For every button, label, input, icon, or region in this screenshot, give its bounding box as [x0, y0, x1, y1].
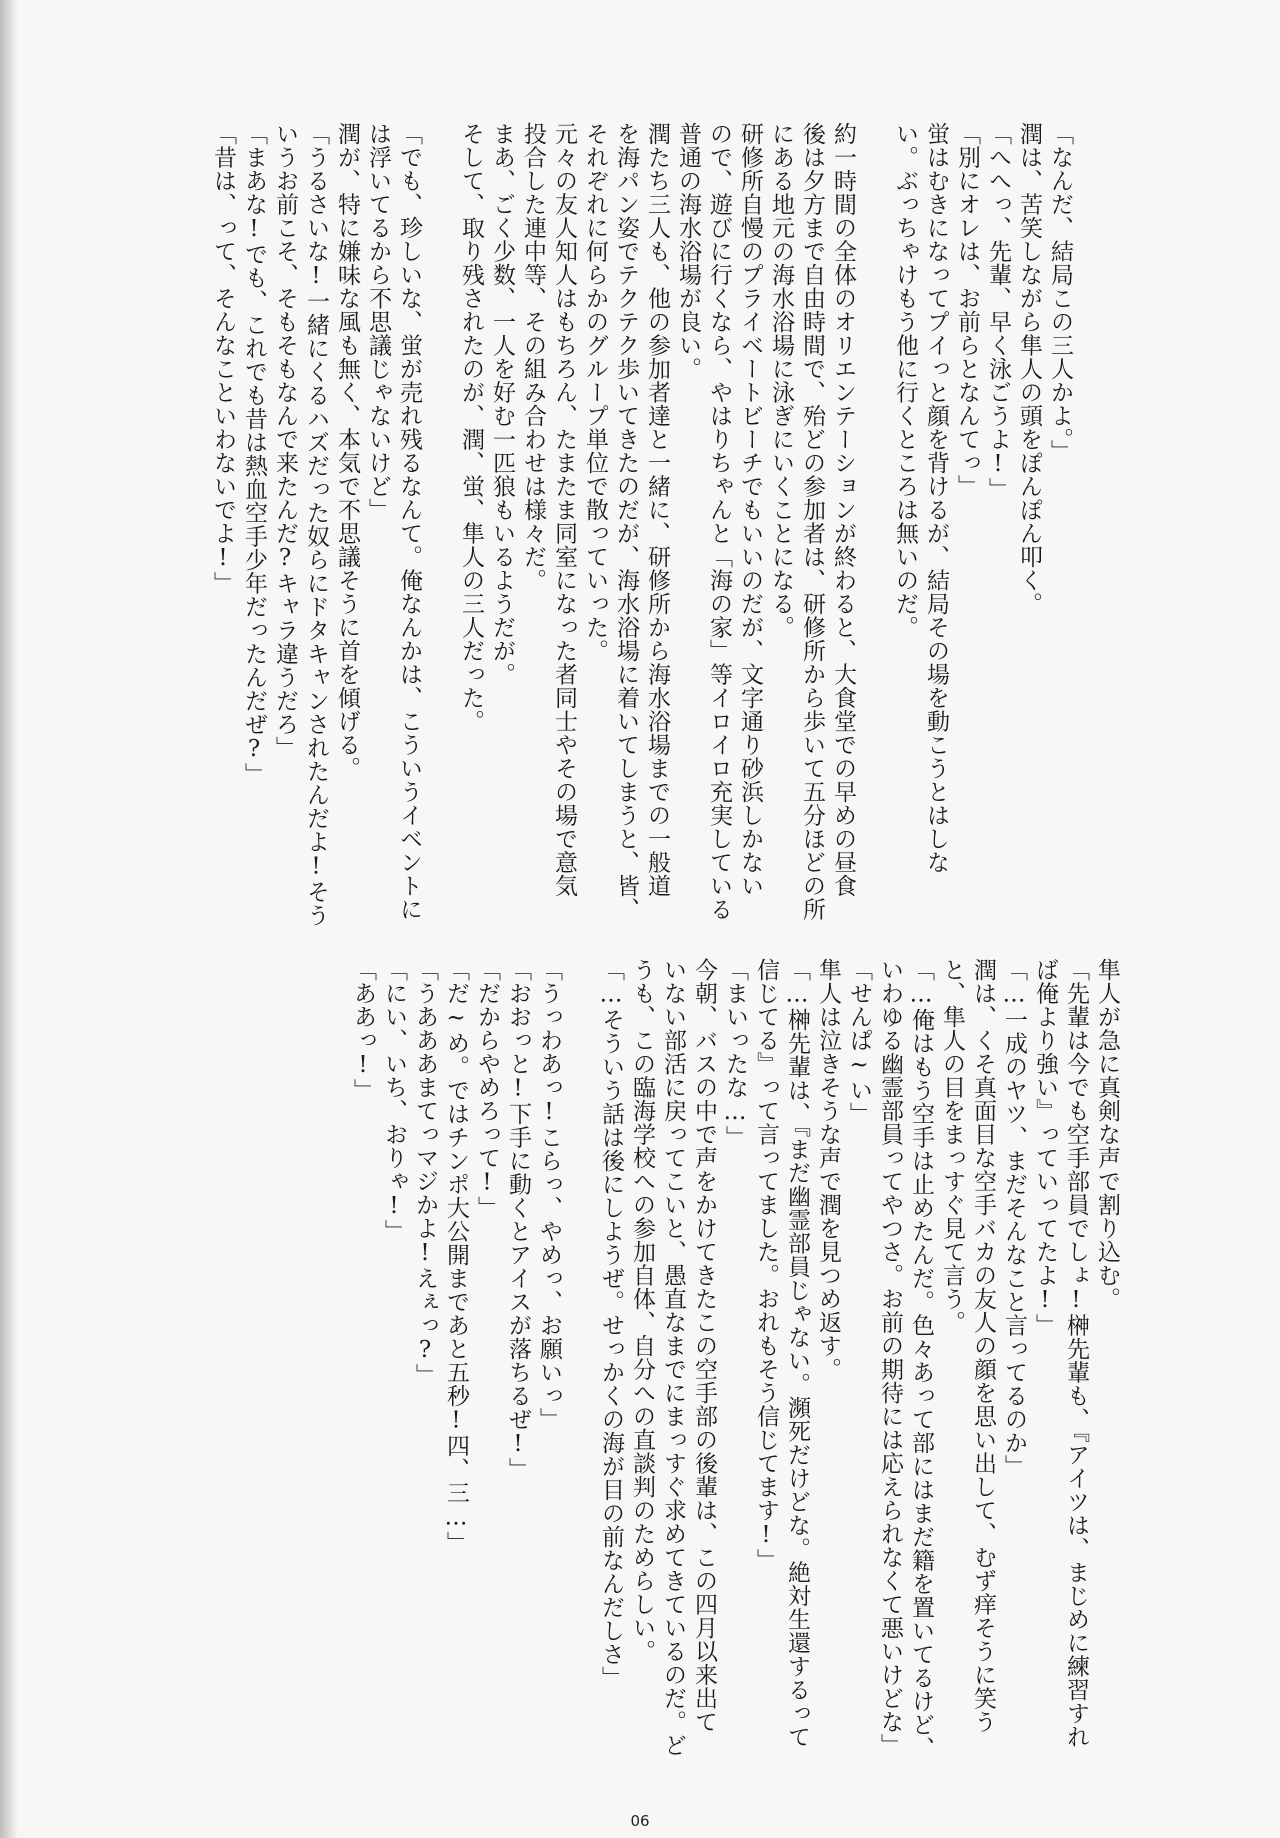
text-line: 「うるさいな!一緒にくるハズだった奴らにドタキャンされたんだよ!そう: [303, 122, 329, 927]
text-line: を海パン姿でテクテク歩いてきたのだが、海水浴場に着いてしまうと、皆、: [613, 122, 639, 921]
text-line: い。ぶっちゃけもう他に行くところは無いのだ。: [892, 122, 918, 639]
text-line: 「うっわあっ!こらっ、やめっ、お願いっ」: [536, 958, 562, 1431]
text-line: 後は夕方まで自由時間で、殆どの参加者は、研修所から歩いて五分ほどの所: [799, 122, 825, 921]
text-line: 信じてる』って言ってました。おれもそう信じてます!」: [753, 958, 779, 1572]
text-line: 「ああっ!」: [350, 958, 376, 1102]
text-line: 普通の海水浴場が良い。: [675, 122, 701, 381]
text-line: 元々の友人知人はもちろん、たまたま同室になった者同士やその場で意気: [551, 122, 577, 898]
text-line: 潤は、苦笑しながら隼人の頭をぽんぽん叩く。: [1016, 122, 1042, 616]
text-line: 「へへっ、先輩、早く泳ごうよ!」: [985, 122, 1011, 501]
text-line: 隼人は泣きそうな声で潤を見つめ返す。: [815, 958, 841, 1381]
text-line: 「でも、珍しいな、蛍が売れ残るなんて。俺なんかは、こういうイベントに: [396, 122, 422, 921]
text-line: 「…一成のヤツ、まだそんなこと言ってるのか」: [1001, 958, 1027, 1478]
text-line: いわゆる幽霊部員ってやつさ。お前の期待には応えられなくて悪いけどな」: [877, 958, 903, 1757]
text-line: 隼人が急に真剣な声で割り込む。: [1094, 958, 1120, 1311]
text-line: いない部活に戻ってこいと、愚直なまでにまっすぐ求めてきているのだ。ど: [660, 958, 686, 1757]
text-line: 「…そういう話は後にしようぜ。せっかくの海が目の前なんだしさ」: [598, 958, 624, 1690]
text-line: 「先輩は今でも空手部員でしょ!榊先輩も、『アイツは、まじめに練習すれ: [1063, 958, 1089, 1749]
text-line: 「せんぱ~い」: [846, 958, 872, 1126]
text-line: [564, 958, 595, 1708]
text-line: 「…榊先輩は、『まだ幽霊部員じゃない。瀕死だけどな。絶対生還するって: [784, 958, 810, 1749]
text-line: 「うあああまてっマジかよ!えぇっ?」: [412, 958, 438, 1387]
text-line: 「おおっと!下手に動くとアイスが落ちるぜ!」: [505, 958, 531, 1481]
text-line: まあ、ごく少数、一人を好む一匹狼もいるようだが。: [489, 122, 515, 686]
text-line: 「だからやめろって!」: [474, 958, 500, 1220]
text-line: 潤が、特に嫌味な風も無く、本気で不思議そうに首を傾げる。: [334, 122, 360, 780]
text-line: うも、この臨海学校への参加自体、自分への直談判のためらしい。: [629, 958, 655, 1663]
text-line: [858, 122, 889, 902]
text-line: それぞれに何らかのグループ単位で散っていった。: [582, 122, 608, 663]
lower-text-block: [347, 958, 1122, 1760]
text-line: 「別にオレは、お前らとなんてっ」: [954, 122, 980, 498]
text-line: 投合した連中等、その組み合わせは様々だ。: [520, 122, 546, 592]
text-line: 約一時間の全体のオリエンテーションが終わると、大食堂での早めの昼食: [830, 122, 856, 898]
text-line: と、隼人の目をまっすぐ見て言う。: [939, 958, 965, 1334]
text-line: 潤は、くそ真面目な空手バカの友人の顔を思い出して、むず痒そうに笑う: [970, 958, 996, 1734]
text-line: 「まあな!でも、これでも昔は熱血空手少年だったんだぜ?」: [241, 122, 267, 786]
text-line: 「だ~め。ではチンポ大公開まであと五秒!四、三…」: [443, 958, 469, 1555]
text-line: 蛍はむきになってプイっと顔を背けるが、結局その場を動こうとはしな: [923, 122, 949, 874]
text-line: 「なんだ、結局この三人かよ。」: [1047, 122, 1073, 463]
text-line: にある地元の海水浴場に泳ぎにいくことになる。: [768, 122, 794, 639]
text-line: は浮いてるから不思議じゃないけど」: [365, 122, 391, 522]
text-line: 「にい、いち、おりゃ!」: [381, 958, 407, 1243]
text-line: [424, 122, 455, 902]
text-line: いうお前こそ、そもそもなんで来たんだ?キャラ違うだろ」: [272, 122, 298, 760]
text-line: 「昔は、って、そんなこといわないでよ!」: [210, 122, 236, 595]
text-line: ば俺より強い』っていってたよ!」: [1032, 958, 1058, 1337]
upper-text-block: [207, 122, 1075, 927]
text-line: ので、遊びに行くなら、やはりちゃんと「海の家」等イロイロ充実している: [706, 122, 732, 921]
text-line: そして、取り残されたのが、潤、蛍、隼人の三人だった。: [458, 122, 484, 733]
text-line: 「まいったな…」: [722, 958, 748, 1149]
page-number: 06: [630, 1812, 650, 1830]
text-line: 研修所自慢のプライベートビーチでもいいのだが、文字通り砂浜しかない: [737, 122, 763, 898]
text-line: 「…俺はもう空手は止めたんだ。色々あって部にはまだ籍を置いてるけど、: [908, 958, 934, 1760]
text-line: 潤たち三人も、他の参加者達と一緒に、研修所から海水浴場までの一般道: [644, 122, 670, 898]
text-line: 今朝、バスの中で声をかけてきたこの空手部の後輩は、この四月以来出て: [691, 958, 717, 1734]
